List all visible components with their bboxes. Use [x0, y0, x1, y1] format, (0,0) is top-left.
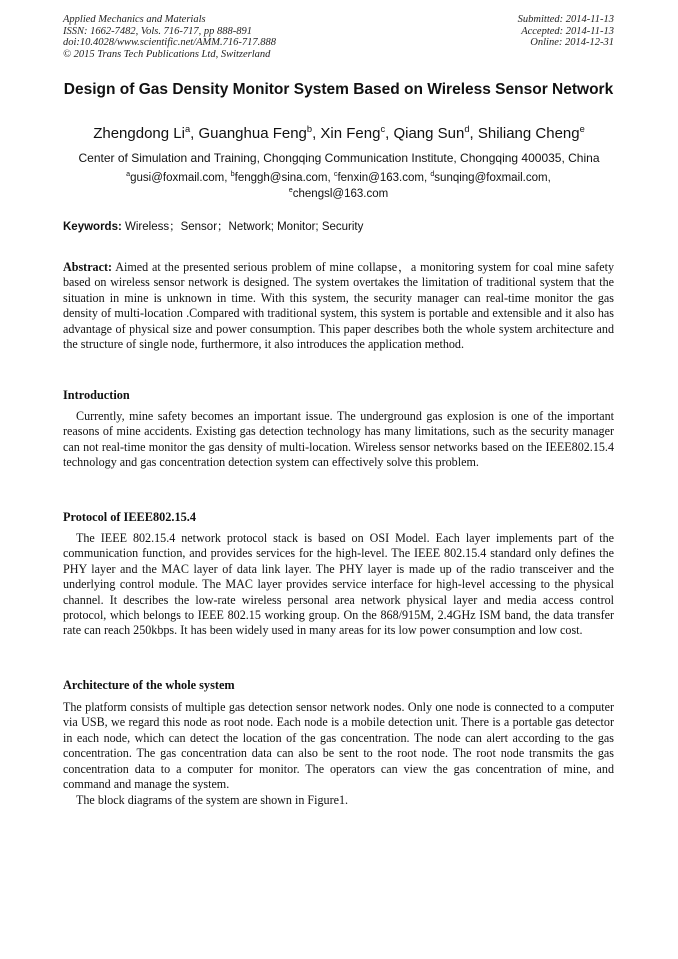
author-name: Zhengdong Li	[93, 125, 185, 142]
paper-title: Design of Gas Density Monitor System Based on Wireless Sensor Network	[63, 81, 614, 98]
email-address: chengsl@163.com	[292, 188, 389, 200]
section-heading-architecture: Architecture of the whole system	[63, 678, 235, 692]
email-separator: ,	[327, 172, 334, 184]
author-name: Qiang Sun	[393, 125, 465, 142]
author-mark: b	[306, 124, 313, 134]
email-mark: c	[333, 170, 338, 179]
author-mark: e	[579, 124, 585, 134]
email-address: sunqing@foxmail.com	[434, 172, 548, 184]
journal-copyright: © 2015 Trans Tech Publications Ltd, Switzerland	[63, 48, 271, 60]
journal-issn: ISSN: 1662-7482, Vols. 716-717, pp 888-891	[63, 25, 252, 37]
section-heading-introduction: Introduction	[63, 388, 130, 402]
section-heading-protocol: Protocol of IEEE802.15.4	[63, 510, 196, 524]
publication-dates	[518, 14, 614, 49]
email-separator: ,	[547, 172, 551, 184]
paragraph-figure-reference: The block diagrams of the system are shown in Figure1.	[76, 793, 349, 807]
journal-info	[63, 14, 276, 60]
author-mark: d	[464, 124, 470, 134]
author-mark: a	[184, 124, 191, 134]
date-online: Online: 2014-12-31	[530, 37, 614, 48]
email[interactable]	[289, 188, 388, 200]
author-separator: ,	[385, 125, 394, 142]
abstract-text: Aimed at the presented serious problem of mine collapse，a monitoring system for coal mine safety based on wireless sensor network is designed. The system overtakes the limitation of traditional system that the situation in mine is unknown in time. With this system, the security manager can real-time monitor the gas density of multi-location .Compared with traditional system, this system is portable and extensible and it also has advantage of physical size and power consumption. This paper describes both the whole system architecture and the structure of single node, furthermore, it also introduces the application method.	[63, 260, 614, 352]
email-mark: a	[126, 170, 131, 179]
date-accepted: Accepted: 2014-11-13	[521, 25, 614, 37]
author	[198, 125, 320, 142]
email-address: fenxin@163.com	[337, 172, 424, 184]
email[interactable]	[334, 172, 424, 184]
email-mark: d	[430, 170, 435, 179]
author-name: Guanghua Feng	[198, 125, 307, 142]
author	[93, 125, 198, 142]
email-mark: e	[288, 186, 293, 195]
author-name: Shiliang Cheng	[477, 125, 580, 142]
abstract	[63, 260, 614, 352]
paragraph-architecture: The platform consists of multiple gas detection sensor network nodes. Only one node is connected to a computer via USB, we regard this node as root node. Each node is a mobile detection unit. There is a portable gas detector in each node, which can detect the location of the gas concentration. The node can alert according to the gas concentration. The gas concentration data can also be sent to the root node. The root node transmits the gas concentration data to a computer for monitor. The operators can view the gas concentration of mine, and command and manage the system.	[63, 700, 614, 792]
paragraph-introduction: Currently, mine safety becomes an important issue. The underground gas explosion is one of the important reasons of mine accidents. Existing gas detection technology has many limitations, such as the security manager can not real-time monitor the gas density of multi-location. Wireless sensor networks based on the IEEE802.15.4 technology and gas concentration detection system can effectively solve this problem.	[63, 409, 614, 470]
author-separator: ,	[190, 125, 199, 142]
email-address: fenggh@sina.com	[234, 172, 328, 184]
email-separator: ,	[423, 172, 431, 184]
author-separator: ,	[469, 125, 478, 142]
date-submitted: Submitted: 2014-11-13	[517, 14, 614, 25]
author	[393, 125, 477, 142]
author-separator: ,	[312, 125, 321, 142]
abstract-label: Abstract:	[63, 260, 113, 274]
paragraph-protocol: The IEEE 802.15.4 network protocol stack is based on OSI Model. Each layer implements part of the communication function, and provides services for the high-level. The IEEE 802.15.4 standard only defines the PHY layer and the MAC layer of data link layer. The PHY layer is made up of the radio transceiver and the underlying control module. The MAC layer provides service interface for high-level accessing to the physical channel. It describes the low-rate wireless personal area network physical layer and media access control protocol, which belongs to IEEE 802.15 working group. On the 868/915M, 2.4GHz ISM band, the data transfer rate can reach 250kbps. It has been widely used in many areas for its low power consumption and low cost.	[63, 531, 614, 638]
affiliation: Center of Simulation and Training, Chongqing Communication Institute, Chongqing 400035, China	[78, 151, 600, 165]
keywords-label: Keywords:	[63, 221, 122, 233]
email-mark: b	[230, 170, 235, 179]
email-address: gusi@foxmail.com	[130, 172, 225, 184]
author	[320, 125, 393, 142]
email[interactable]	[126, 172, 224, 184]
author-name: Xin Feng	[320, 125, 381, 142]
email[interactable]	[430, 172, 547, 184]
keywords	[63, 219, 614, 235]
email-list	[63, 170, 614, 202]
email-separator: ,	[224, 172, 231, 184]
author	[478, 125, 585, 142]
author-list	[40, 124, 638, 144]
journal-name: Applied Mechanics and Materials	[63, 14, 206, 25]
journal-doi: doi:10.4028/www.scientific.net/AMM.716-717.888	[63, 37, 276, 48]
author-mark: c	[380, 124, 386, 134]
email[interactable]	[231, 172, 328, 184]
keywords-text: Wireless；Sensor；Network; Monitor; Security	[125, 221, 364, 233]
